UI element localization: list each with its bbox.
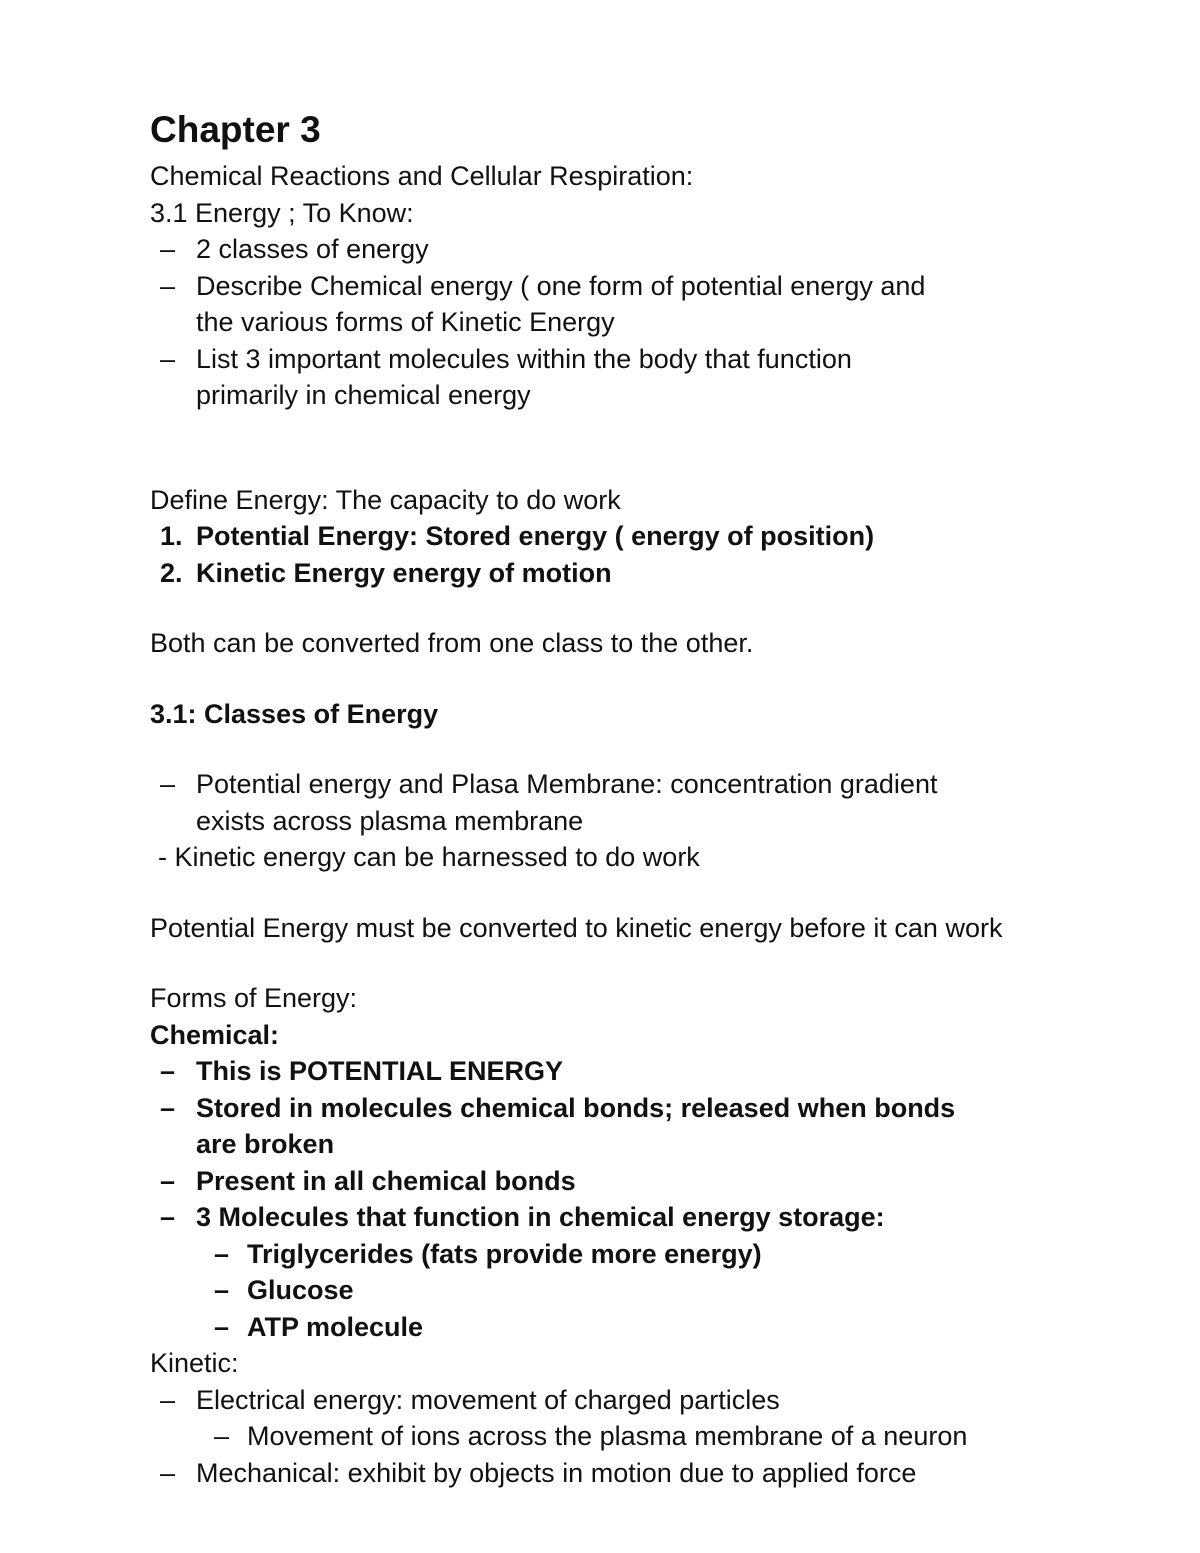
sub-list-item [150,1236,1150,1273]
sub-list-item [150,1272,1150,1309]
list-item [150,766,1150,803]
spacer [150,591,1150,625]
section-intro: 3.1 Energy ; To Know: [150,197,414,228]
number-marker: 1. [160,521,183,551]
list-item [150,268,1150,305]
numbered-item [150,518,1150,555]
page-title: Chapter 3 [150,109,321,150]
dash-marker: – [214,1238,230,1269]
list-item-text: List 3 important molecules within the body that function [196,343,852,374]
list-item-continuation [150,377,1150,414]
dash-marker: – [160,1056,176,1086]
dash-marker: – [160,1092,176,1123]
list-item-text: are broken [196,1129,335,1159]
dash-marker: – [160,270,176,301]
spacer [150,414,1150,482]
document-body [150,108,1150,1491]
dash-marker: – [160,769,176,799]
dash-marker: – [160,1202,176,1232]
spacer [150,946,1150,980]
sub-list-item-text: Glucose [247,1275,354,1305]
list-item [150,231,1150,268]
kinetic-harness-note: - Kinetic energy can be harnessed to do work [158,842,700,872]
dash-marker: – [160,1457,176,1488]
sub-list-item-text: Movement of ions across the plasma membrane of a neuron [247,1421,968,1451]
forms-heading: Forms of Energy: [150,983,358,1013]
list-item [150,1090,1150,1127]
list-item [150,1199,1150,1236]
dash-marker: – [160,1384,176,1415]
sub-list-item [150,1418,1150,1455]
list-item-text: 2 classes of energy [196,234,429,264]
sub-list-item-text: Triglycerides (fats provide more energy) [247,1238,762,1269]
list-item-continuation [150,1126,1150,1163]
convert-note: Both can be converted from one class to the other. [150,628,754,658]
numbered-item [150,555,1150,592]
numbered-item-text: Potential Energy: Stored energy ( energy of position) [196,521,875,551]
list-item-text: Present in all chemical bonds [196,1165,576,1196]
numbered-item-text: Kinetic Energy energy of motion [196,557,612,588]
list-item-text: Electrical energy: movement of charged particles [196,1384,780,1415]
dash-marker: – [160,343,176,374]
spacer [150,732,1150,766]
list-item-text: This is POTENTIAL ENERGY [196,1056,564,1086]
dash-marker: – [160,1165,176,1196]
kinetic-heading: Kinetic: [150,1348,239,1378]
list-item [150,341,1150,378]
section-heading: 3.1: Classes of Energy [150,698,439,729]
list-item [150,1163,1150,1200]
chemical-heading: Chemical: [150,1019,280,1050]
list-item [150,1053,1150,1090]
list-item-text: Potential energy and Plasa Membrane: concentration gradient [196,769,938,799]
list-item [150,1382,1150,1419]
dash-marker: – [214,1421,230,1451]
dash-marker: – [214,1275,230,1305]
list-item-text: Stored in molecules chemical bonds; released when bonds [196,1092,956,1123]
dash-marker: – [160,234,176,264]
list-item-continuation [150,803,1150,840]
list-item-text: 3 Molecules that function in chemical energy storage: [196,1202,885,1232]
list-item-text: exists across plasma membrane [196,805,584,836]
sub-list-item [150,1309,1150,1346]
potential-note: Potential Energy must be converted to kinetic energy before it can work [150,912,1003,943]
list-item [150,1455,1150,1492]
sub-list-item-text: ATP molecule [247,1311,424,1342]
list-item-text: Describe Chemical energy ( one form of potential energy and [196,270,926,301]
define-energy: Define Energy: The capacity to do work [150,484,621,515]
subtitle: Chemical Reactions and Cellular Respiration: [150,161,694,191]
list-item-text: the various forms of Kinetic Energy [196,307,615,337]
dash-marker: – [214,1311,230,1342]
spacer [150,876,1150,910]
spacer [150,662,1150,696]
list-item-text: primarily in chemical energy [196,380,531,410]
list-item-text: Mechanical: exhibit by objects in motion due to applied force [196,1457,917,1488]
number-marker: 2. [160,557,183,588]
list-item-continuation [150,304,1150,341]
